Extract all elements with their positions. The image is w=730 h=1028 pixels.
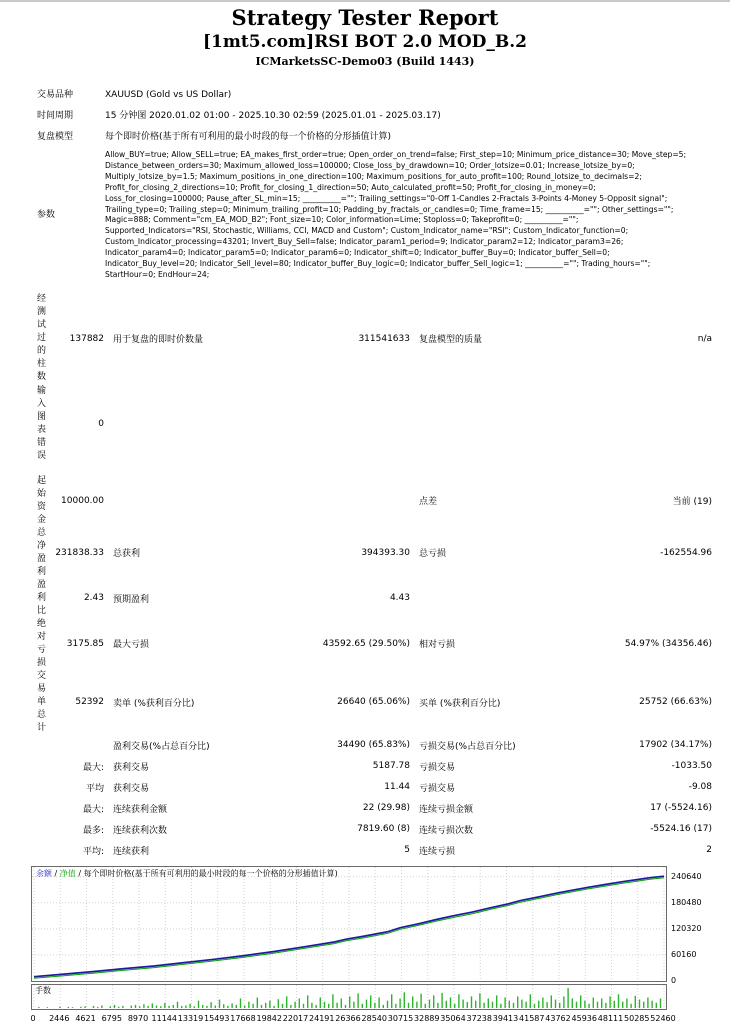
table-row (0, 618, 730, 670)
cell-c1: 起始资金 (37, 475, 47, 525)
cell-c5: 亏损交易 (419, 783, 456, 794)
params-row (0, 150, 730, 281)
cell-c6: -1033.50 (671, 761, 712, 772)
x-axis-tick-label: 43762 (545, 1013, 571, 1023)
params-label: 参数 (37, 209, 56, 220)
cell-c1: 经测试过的柱数 (37, 294, 47, 383)
x-axis-tick-label: 35064 (440, 1013, 466, 1023)
legend-balance-label: 余额 (36, 868, 52, 878)
cell-c3: 连续获利次数 (113, 825, 168, 836)
cell-c1: 绝对亏损 (37, 618, 47, 668)
x-axis-tick-label: 6795 (101, 1013, 122, 1023)
param-line: StartHour=0; EndHour=24; (105, 269, 210, 279)
cell-c6: 当前 (19) (672, 497, 712, 508)
cell-c3: 用于复盘的即时价数量 (113, 335, 204, 346)
charts-section (0, 866, 730, 1028)
x-axis-tick-label: 50285 (624, 1013, 650, 1023)
cell-c4: 4.43 (389, 593, 410, 604)
cell-c2: 平均: (82, 846, 104, 857)
cell-c4: 11.44 (384, 782, 410, 793)
legend-separator-2: / (75, 868, 84, 878)
legend-model-text: 每个即时价格(基于所有可利用的最小时段的每一个价格的分形插值计算) (83, 868, 338, 878)
cell-c5: 亏损交易(%占总百分比) (419, 741, 516, 752)
table-row (0, 475, 730, 527)
ea-name: [1mt5.com]RSI BOT 2.0 MOD_B.2 (203, 32, 527, 52)
x-axis-tick-label: 13319 (177, 1013, 204, 1023)
cell-c2: 231838.33 (55, 547, 104, 558)
cell-c5: 总亏损 (419, 549, 447, 560)
cell-c3: 盈利交易(%占总百分比) (113, 741, 210, 752)
param-line: Magic=888; Comment="cm_EA_MOD_B2"; Font_size=10; Color_information=Lime; Stoploss=0; Takeprofit=0; __________=""; (105, 215, 579, 225)
cell-c3: 获利交易 (113, 783, 150, 794)
cell-c6: n/a (697, 333, 712, 344)
server-build: ICMarketsSC-Demo03 (Build 1443) (255, 55, 475, 68)
y-axis-tick-label: 240640 (671, 872, 702, 882)
cell-c4: 22 (29.98) (362, 803, 410, 814)
chart-legend (36, 868, 338, 879)
cell-c6: 54.97% (34356.46) (624, 638, 712, 649)
cell-c2: 137882 (69, 333, 104, 344)
param-lines (105, 150, 730, 281)
x-axis-tick-label: 52460 (650, 1013, 676, 1023)
x-axis-tick-label: 45936 (571, 1013, 597, 1023)
cell-c3: 预期盈利 (113, 594, 150, 605)
y-axis-tick-label: 0 (671, 976, 677, 986)
cell-c3: 总获利 (113, 549, 141, 560)
param-line: Profit_for_closing_2_directions=10; Profit_for_closing_1_direction=50; Auto_calculated_profit=50; Profit_for_closing_in_money=0; (105, 182, 596, 192)
param-line: Multiply_lotsize_by=1.5; Maximum_positions_in_one_direction=100; Maximum_positions_for_auto_profit=100; Round_lotsize_to_decimals=2; (105, 171, 642, 181)
param-line: Indicator_Buy_level=20; Indicator_Sell_level=80; Indicator_buffer_Buy_logic=0; Indicator_buffer_Sell_logic=1; __________=""; Trading_hours=""; (105, 259, 651, 269)
info-rows (0, 85, 730, 148)
cell-c2: 2.43 (83, 593, 104, 604)
x-axis-tick-label: 8970 (127, 1013, 149, 1023)
info-row (0, 85, 730, 106)
cell-c2: 52392 (75, 697, 104, 708)
cell-c2: 最大: (82, 762, 104, 773)
cell-c3: 获利交易 (113, 762, 150, 773)
balance-chart-canvas (32, 867, 666, 981)
y-axis-tick-label: 180480 (671, 898, 702, 908)
cell-c6: 2 (706, 845, 712, 856)
cell-c4: 34490 (65.83%) (337, 740, 410, 751)
cell-c6: -162554.96 (660, 547, 712, 558)
legend-equity-label: 净值 (59, 868, 76, 878)
info-row-value: 15 分钟图 2020.01.02 01:00 - 2025.10.30 02:59 (2025.01.01 - 2025.03.17) (105, 111, 441, 121)
cell-c2: 最多: (82, 825, 104, 836)
cell-c6: 17 (-5524.16) (650, 803, 712, 814)
x-axis-tick-label: 39413 (492, 1013, 519, 1023)
cell-c6: -5524.16 (17) (650, 824, 712, 835)
cell-c4: 5187.78 (372, 761, 410, 772)
cell-c3: 卖单 (%获利百分比) (113, 698, 195, 709)
x-axis-tick-label: 48111 (597, 1013, 624, 1023)
param-line: Supported_Indicators="RSI, Stochastic, Williams, CCI, MACD and Custom"; Custom_Indicator_name="RSI"; Custom_Indicator_function=0; (105, 226, 629, 236)
x-axis-tick-label: 26366 (335, 1013, 361, 1023)
cell-c1: 交易单总计 (37, 670, 47, 733)
table-row (0, 798, 730, 819)
x-axis-tick-label: 2446 (49, 1013, 70, 1023)
stats-table (0, 293, 730, 861)
x-axis-tick-label: 4621 (75, 1013, 96, 1023)
cell-c4: 311541633 (358, 333, 410, 344)
param-line: Distance_between_orders=30; Maximum_allowed_loss=100000; Close_loss_by_drawdown=10; Order_lotsize=0.01; Increase_lotsize_by=0; (105, 160, 635, 170)
cell-c5: 连续亏损 (419, 846, 456, 857)
info-table (0, 85, 730, 281)
cell-c1: 总净盈利 (37, 527, 47, 577)
cell-c3: 连续获利 (113, 846, 150, 857)
report-header (0, 2, 730, 69)
param-line: Trailing_type=0; Trailing_step=0; Minimum_trailing_profit=10; Padding_by_fractals_or_candles=0; Time_frame=15; __________=""; Other_settings=""; (105, 204, 674, 214)
x-axis-tick-label: 19842 (256, 1013, 282, 1023)
cell-c5: 点差 (419, 497, 438, 508)
info-row-value: 每个即时价格(基于所有可利用的最小时段的每一个价格的分形插值计算) (105, 132, 392, 142)
cell-c3: 最大亏损 (113, 640, 150, 651)
x-axis-tick-label: 17668 (230, 1013, 256, 1023)
cell-c4: 5 (404, 845, 410, 856)
param-line: Loss_for_closing=100000; Pause_after_SL_min=15; __________=""; Trailing_settings="0-Off 1-Candles 2-Fractals 3-Points 4-Money 5-Opposit signal"; (105, 193, 668, 203)
cell-c2: 3175.85 (66, 638, 104, 649)
info-row-label: 复盘模型 (37, 132, 74, 142)
param-line: Indicator_param4=0; Indicator_param5=0; Indicator_param6=0; Indicator_shift=0; Indicator_buffer_Buy=0; Indicator_buffer_Sell=0; (105, 248, 610, 258)
info-row-label: 时间周期 (37, 111, 74, 121)
x-axis-tick-label: 15493 (204, 1013, 230, 1023)
cell-c5: 复盘模型的质量 (419, 335, 483, 346)
x-axis-tick-label: 37238 (466, 1013, 492, 1023)
cell-c4: 7819.60 (8) (357, 824, 410, 835)
x-axis-tick-label: 11144 (151, 1013, 177, 1023)
x-axis-tick-label: 24191 (309, 1013, 335, 1023)
x-axis-tick-label: 41587 (519, 1013, 545, 1023)
cell-c2: 10000.00 (61, 495, 104, 506)
x-axis-tick-label: 22017 (282, 1013, 309, 1023)
cell-c4: 394393.30 (361, 547, 410, 558)
cell-c5: 连续亏损金额 (419, 804, 474, 815)
cell-c4: 43592.65 (29.50%) (322, 638, 410, 649)
info-row-label: 交易品种 (37, 90, 74, 100)
table-row (0, 735, 730, 756)
y-axis-tick-label: 120320 (671, 924, 702, 934)
x-axis-labels (0, 1014, 730, 1026)
table-row (0, 777, 730, 798)
cell-c6: 17902 (34.17%) (639, 740, 712, 751)
cell-c2: 平均 (85, 783, 104, 794)
lots-chart-canvas (32, 985, 666, 1009)
balance-chart (31, 866, 667, 982)
cell-c1: 盈利比 (37, 579, 47, 616)
page-title: Strategy Tester Report (231, 5, 499, 30)
cell-c5: 买单 (%获利百分比) (419, 698, 501, 709)
legend-separator-1: / (52, 868, 60, 878)
table-row (0, 385, 730, 463)
table-row (0, 840, 730, 861)
info-row-value: XAUUSD (Gold vs US Dollar) (105, 90, 232, 100)
table-row (0, 293, 730, 385)
x-axis-tick-label: 30715 (387, 1013, 414, 1023)
cell-c6: -9.08 (688, 782, 712, 793)
cell-c5: 连续亏损次数 (419, 825, 474, 836)
cell-c5: 相对亏损 (419, 640, 456, 651)
info-row (0, 127, 730, 148)
info-row (0, 106, 730, 127)
table-row (0, 756, 730, 777)
table-row (0, 670, 730, 735)
cell-c1: 输入图表错误 (37, 385, 47, 461)
cell-c2: 0 (98, 418, 104, 429)
lots-chart (31, 984, 667, 1010)
x-axis-tick-label: 0 (30, 1013, 36, 1023)
table-row (0, 579, 730, 618)
cell-c5: 亏损交易 (419, 762, 456, 773)
param-line: Custom_Indicator_processing=43201; Invert_Buy_Sell=false; Indicator_param1_period=9; Indicator_param2=12; Indicator_param3=26; (105, 237, 624, 247)
cell-c2: 最大: (82, 804, 104, 815)
y-axis-tick-label: 60160 (671, 950, 697, 960)
param-line: Allow_BUY=true; Allow_SELL=true; EA_makes_first_order=true; Open_order_on_trend=false; First_step=10; Minimum_price_distance=30; Move_step=5; (105, 150, 687, 159)
table-row (0, 819, 730, 840)
x-axis-tick-label: 32889 (414, 1013, 440, 1023)
cell-c4: 26640 (65.06%) (337, 697, 410, 708)
cell-c3: 连续获利金额 (113, 804, 168, 815)
lots-label: 手数 (35, 985, 51, 995)
table-row (0, 527, 730, 579)
cell-c6: 25752 (66.63%) (639, 697, 712, 708)
x-axis-tick-label: 28540 (361, 1013, 387, 1023)
